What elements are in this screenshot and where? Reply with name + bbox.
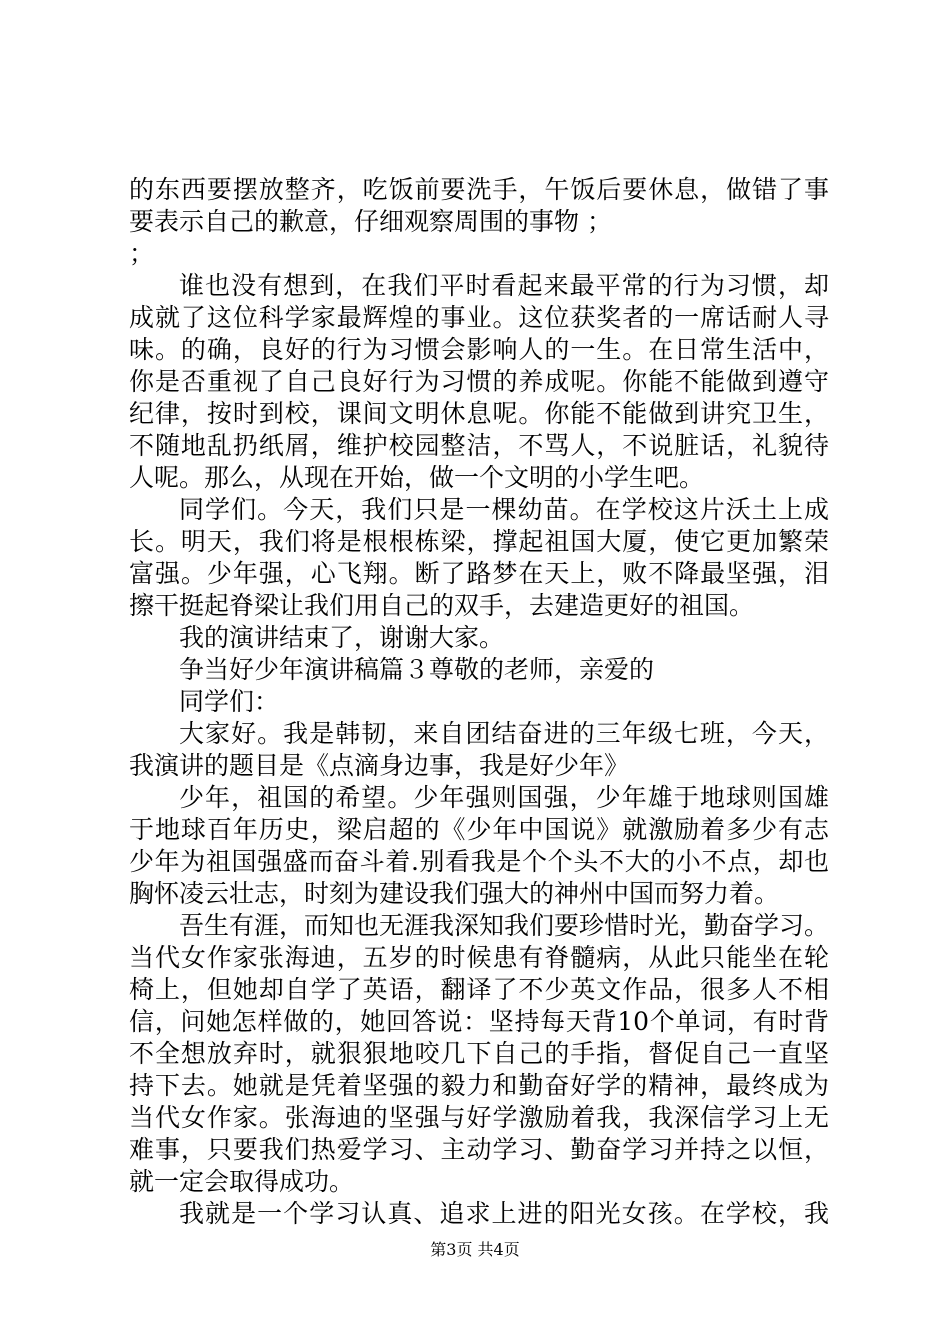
- text-line-27: 信，问她怎样做的，她回答说：坚持每天背10个单词，有时背: [129, 1007, 829, 1036]
- text-line-1: 的东西要摆放整齐，吃饭前要洗手，午饭后要休息，做错了事: [129, 175, 829, 204]
- text-line-16: 争当好少年演讲稿篇３尊敬的老师，亲爱的: [179, 655, 655, 684]
- text-line-18: 大家好。我是韩韧，来自团结奋进的三年级七班，今天，: [179, 719, 829, 748]
- text-line-15: 我的演讲结束了，谢谢大家。: [179, 623, 505, 652]
- text-line-25: 当代女作家张海迪，五岁的时候患有脊髓病，从此只能坐在轮: [129, 943, 829, 972]
- page-number-footer: 第3页 共4页: [430, 1240, 520, 1259]
- text-line-29: 持下去。她就是凭着坚强的毅力和勤奋好学的精神，最终成为: [129, 1071, 829, 1100]
- text-line-14: 擦干挺起脊梁让我们用自己的双手，去建造更好的祖国。: [129, 591, 755, 620]
- text-line-12: 长。明天，我们将是根根栋梁，撑起祖国大厦，使它更加繁荣: [129, 527, 829, 556]
- text-line-24: 吾生有涯，而知也无涯我深知我们要珍惜时光，勤奋学习。: [179, 911, 829, 940]
- text-line-17: 同学们：: [179, 687, 280, 716]
- text-line-8: 纪律，按时到校，课间文明休息呢。你能不能做到讲究卫生，: [129, 399, 829, 428]
- text-line-23: 胸怀凌云壮志，时刻为建设我们强大的神州中国而努力着。: [129, 879, 780, 908]
- text-line-11: 同学们。今天，我们只是一棵幼苗。在学校这片沃土上成: [179, 495, 829, 524]
- text-line-20: 少年，祖国的希望。少年强则国强，少年雄于地球则国雄: [179, 783, 829, 812]
- text-line-19: 我演讲的题目是《点滴身边事，我是好少年》: [129, 751, 630, 780]
- text-line-31: 难事，只要我们热爱学习、主动学习、勤奋学习并持之以恒，: [129, 1135, 829, 1164]
- text-line-21: 于地球百年历史，梁启超的《少年中国说》就激励着多少有志: [129, 815, 829, 844]
- text-line-6: 味。的确，良好的行为习惯会影响人的一生。在日常生活中，: [129, 335, 829, 364]
- text-line-9: 不随地乱扔纸屑，维护校园整洁，不骂人，不说脏话，礼貌待: [129, 431, 829, 460]
- text-line-10: 人呢。那么，从现在开始，做一个文明的小学生吧。: [129, 463, 705, 492]
- text-line-33: 我就是一个学习认真、追求上进的阳光女孩。在学校，我: [179, 1199, 829, 1228]
- text-line-30: 当代女作家。张海迪的坚强与好学激励着我，我深信学习上无: [129, 1103, 829, 1132]
- text-line-3: ；: [129, 239, 155, 268]
- text-line-22: 少年为祖国强盛而奋斗着.别看我是个个头不大的小不点，却也: [129, 847, 829, 876]
- text-line-4: 谁也没有想到，在我们平时看起来最平常的行为习惯，却: [179, 271, 829, 300]
- text-line-7: 你是否重视了自己良好行为习惯的养成呢。你能不能做到遵守: [129, 367, 829, 396]
- text-line-32: 就一定会取得成功。: [129, 1167, 355, 1196]
- text-line-13: 富强。少年强，心飞翔。断了路梦在天上，败不降最坚强，泪: [129, 559, 829, 588]
- text-line-2: 要表示自己的歉意，仔细观察周围的事物 ；: [129, 207, 612, 236]
- text-line-5: 成就了这位科学家最辉煌的事业。这位获奖者的一席话耐人寻: [129, 303, 829, 332]
- text-line-26: 椅上，但她却自学了英语，翻译了不少英文作品，很多人不相: [129, 975, 829, 1004]
- text-line-28: 不全想放弃时，就狠狠地咬几下自己的手指，督促自己一直坚: [129, 1039, 829, 1068]
